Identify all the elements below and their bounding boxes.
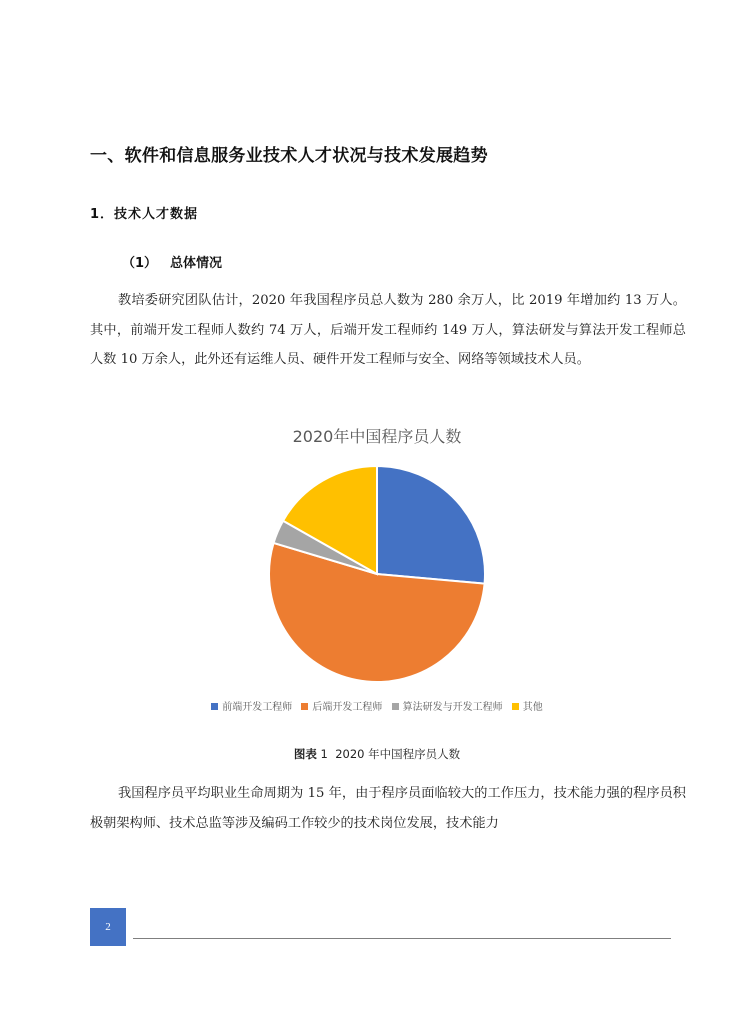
legend-swatch [392, 703, 399, 710]
subsubsection-heading [122, 252, 222, 271]
legend-item-algorithm [392, 698, 503, 713]
legend-swatch [301, 703, 308, 710]
subsection-heading: 1．技术人才数据 [90, 207, 199, 222]
legend-label: 前端开发工程师 [222, 702, 293, 713]
chart-title: 2020年中国程序员人数 [292, 427, 462, 446]
pie-slice-frontend [377, 466, 485, 584]
body-paragraph-2: 我国程序员平均职业生命周期为 15 年，由于程序员面临较大的工作压力，技术能力强的程序员积极朝架构师、技术总监等涉及编码工作较少的技术岗位发展，技术能力 [90, 786, 686, 831]
legend-label: 其他 [522, 702, 543, 713]
caption-text: 2020 年中国程序员人数 [335, 747, 461, 761]
figure-caption [0, 746, 754, 762]
subsubsection-number: （1） [122, 256, 158, 271]
legend-item-frontend [211, 698, 292, 713]
legend-item-other [512, 698, 543, 713]
legend-swatch [211, 703, 218, 710]
caption-label: 图表 [293, 747, 317, 761]
legend-item-backend [301, 698, 382, 713]
legend-label: 后端开发工程师 [312, 702, 383, 713]
subsubsection-title: 总体情况 [170, 256, 223, 271]
legend-label: 算法研发与开发工程师 [402, 702, 503, 713]
body-paragraph-1: 教培委研究团队估计，2020 年我国程序员总人数为 280 余万人，比 2019 年增加约 13 万人。其中，前端开发工程师人数约 74 万人，后端开发工程师约 149 万人，算法研发与算法开发工程师总人数 10 万余人，此外还有运维人员、硬件开发工程师与安全、网络等领域技术人员。 [90, 293, 686, 367]
chart-legend [0, 698, 754, 713]
legend-swatch [512, 703, 519, 710]
page-number-badge: 2 [90, 908, 126, 946]
section-heading: 一、软件和信息服务业技术人才状况与技术发展趋势 [90, 146, 488, 166]
caption-number: 1 [320, 747, 328, 761]
footer-divider [133, 938, 671, 939]
pie-chart [262, 459, 492, 689]
